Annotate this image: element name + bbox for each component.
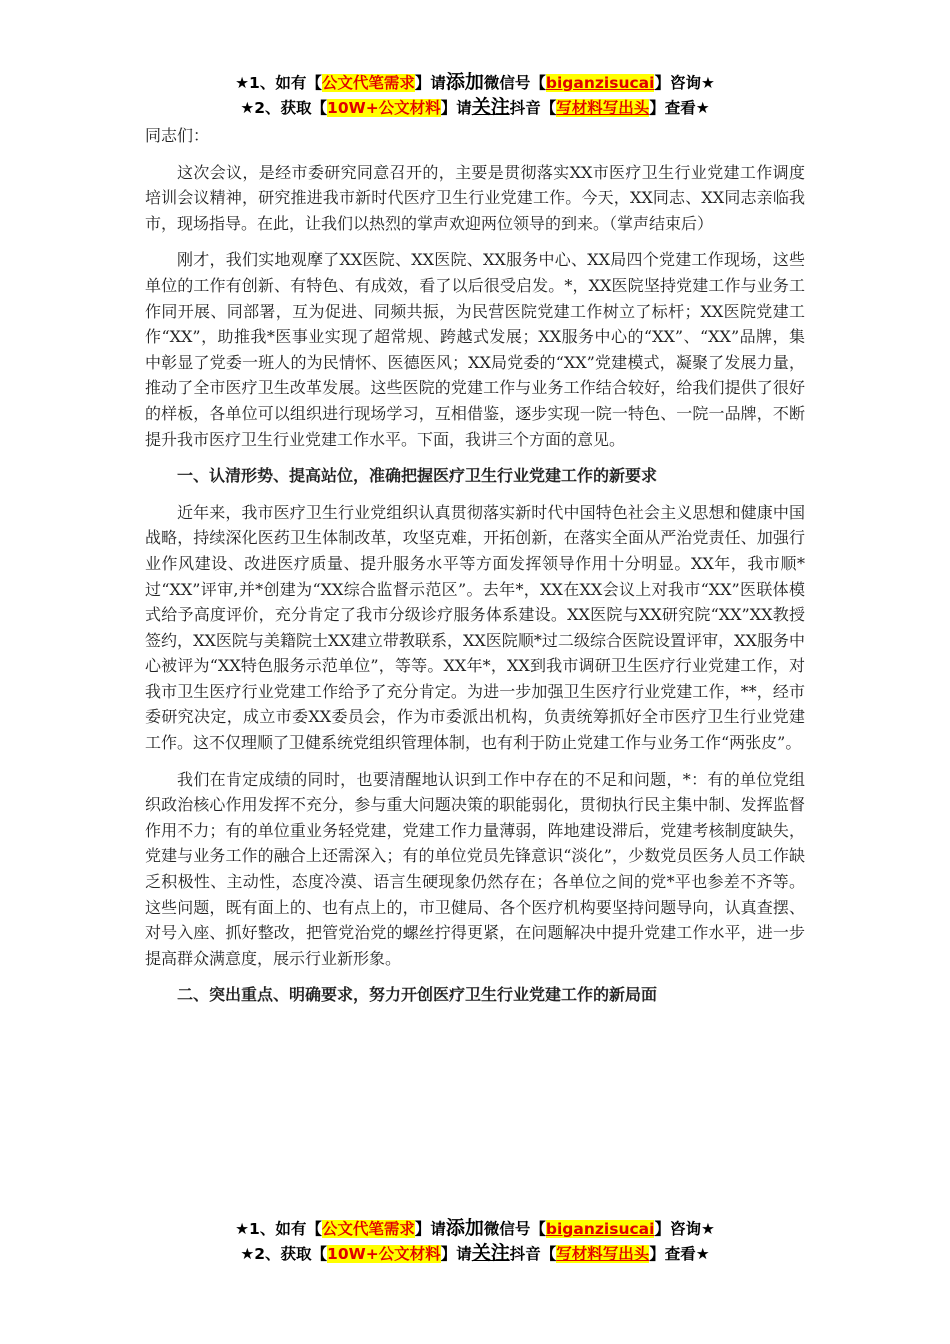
paragraph: 近年来，我市医疗卫生行业党组织认真贯彻落实新时代中国特色社会主义思想和健康中国战略，持续深化医药卫生体制改革，攻坚克难，开拓创新，在落实全面从严治党责任、加强行业作风建设、改进医疗质量、提升服务水平等方面发挥领导作用十分明显。XX年，我市顺*过“XX”评审,并*创建为“XX综合监督示范区”。去年*，XX在XX会议上对我市“XX”医联体模式给予高度评价，充分肯定了我市分级诊疗服务体系建设。XX医院与XX研究院“XX”XX教授签约，XX医院与美籍院士XX建立带教联系，XX医院顺*过二级综合医院设置评审，XX服务中心被评为“XX特色服务示范单位”，等等。XX年*，XX到我市调研卫生医疗行业党建工作，对我市卫生医疗行业党建工作给予了充分肯定。为进一步加强卫生医疗行业党建工作，**，经市委研究决定，成立市委XX委员会，作为市委派出机构，负责统筹抓好全市医疗卫生行业党建工作。这不仅理顺了卫健系统党组织管理体制，也有利于防止党建工作与业务工作“两张皮”。 [145,502,805,753]
promo-text: 】请 [414,1220,446,1238]
promo-highlight: 10W+公文材料 [327,1245,441,1263]
promo-emphasis: 关注 [471,1242,510,1264]
paragraph: 刚才，我们实地观摩了XX医院、XX医院、XX服务中心、XX局四个党建工作现场，这些单位的工作有创新、有特色、有成效，看了以后很受启发。*，XX医院坚持党建工作与业务工作同开展、同部署，互为促进、同频共振，为民营医院党建工作树立了标杆；XX医院党建工作“XX”，助推我*医事业实现了超常规、跨越式发展；XX服务中心的“XX”、“XX”品牌，集中彰显了党委一班人的为民情怀、医德医风；XX局党委的“XX”党建模式，凝聚了发展力量，推动了全市医疗卫生改革发展。这些医院的党建工作与业务工作结合较好，给我们提供了很好的样板，各单位可以组织进行现场学习，互相借鉴，逐步实现一院一特色、一院一品牌，不断提升我市医疗卫生行业党建工作水平。下面，我讲三个方面的意见。 [145,250,805,449]
promo-text: 】咨询★ [654,74,715,92]
promo-emphasis: 关注 [471,96,510,118]
salutation: 同志们： [145,126,210,145]
bottom-promo-banner [0,1216,950,1266]
promo-douyin-id: 写材料写出头 [556,99,650,117]
promo-emphasis: 添加 [445,71,484,93]
promo-text: 】请 [440,99,472,117]
promo-text: 】查看★ [649,99,710,117]
promo-text: ★2、获取【 [240,1245,328,1263]
promo-text: 】查看★ [649,1245,710,1263]
promo-emphasis: 添加 [445,1217,484,1239]
promo-text: 】请 [440,1245,472,1263]
promo-text: 微信号【 [483,1220,546,1238]
promo-line-1 [0,1216,950,1241]
section-heading: 一、认清形势、提高站位，准确把握医疗卫生行业党建工作的新要求 [177,466,658,486]
promo-highlight: 公文代笔需求 [321,74,415,92]
promo-highlight: 公文代笔需求 [321,1220,415,1238]
promo-text: ★1、如有【 [235,74,322,92]
promo-wechat-id: biganzisucai [545,1220,655,1238]
promo-douyin-id: 写材料写出头 [556,1245,650,1263]
promo-highlight: 10W+公文材料 [327,99,441,117]
promo-text: ★2、获取【 [240,99,328,117]
promo-text: ★1、如有【 [235,1220,322,1238]
document-body [145,123,805,1019]
promo-text: 】请 [414,74,446,92]
top-promo-banner [0,70,950,120]
promo-text: 抖音【 [509,99,557,117]
paragraph: 这次会议，是经市委研究同意召开的，主要是贯彻落实XX市医疗卫生行业党建工作调度培训会议精神，研究推进我市新时代医疗卫生行业党建工作。今天，XX同志、XX同志亲临我市，现场指导。在此，让我们以热烈的掌声欢迎两位领导的到来。（掌声结束后） [145,162,805,233]
promo-line-1 [0,70,950,95]
promo-wechat-id: biganzisucai [545,74,655,92]
promo-line-2 [0,95,950,120]
paragraph: 我们在肯定成绩的同时，也要清醒地认识到工作中存在的不足和问题，*：有的单位党组织政治核心作用发挥不充分，参与重大问题决策的职能弱化，贯彻执行民主集中制、发挥监督作用不力；有的单位重业务轻党建，党建工作力量薄弱，阵地建设滞后，党建考核制度缺失，党建与业务工作的融合上还需深入；有的单位党员先锋意识“淡化”，少数党员医务人员工作缺乏积极性、主动性，态度冷漠、语言生硬现象仍然存在；各单位之间的党*平也参差不齐等。这些问题，既有面上的、也有点上的，市卫健局、各个医疗机构要坚持问题导向，认真查摆、对号入座、抓好整改，把管党治党的螺丝拧得更紧，在问题解决中提升党建工作水平，进一步提高群众满意度，展示行业新形象。 [145,769,805,968]
promo-line-2 [0,1241,950,1266]
promo-text: 抖音【 [509,1245,557,1263]
section-heading: 二、突出重点、明确要求，努力开创医疗卫生行业党建工作的新局面 [177,985,658,1005]
promo-text: 微信号【 [483,74,546,92]
promo-text: 】咨询★ [654,1220,715,1238]
